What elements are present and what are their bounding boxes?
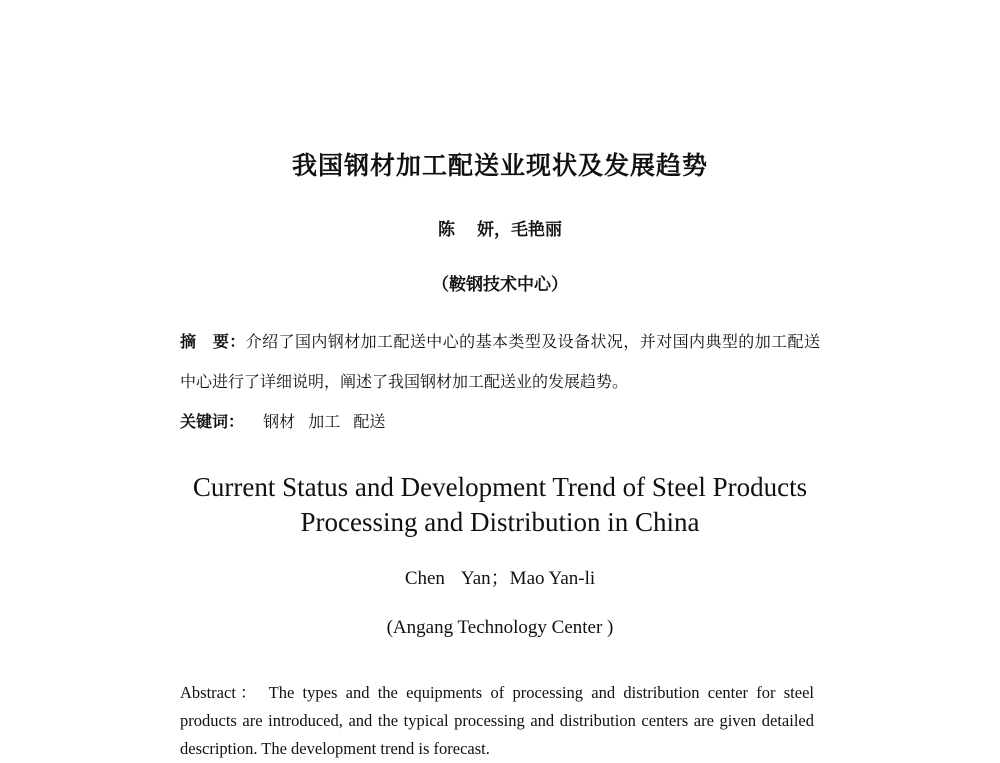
keyword-item: 加工 xyxy=(308,412,341,431)
chinese-authors xyxy=(0,215,1000,240)
english-abstract-label: Abstract： xyxy=(180,683,261,702)
english-author-surname: Chen xyxy=(404,568,445,589)
keyword-item: 配送 xyxy=(353,412,386,431)
chinese-abstract-text: 介绍了国内钢材加工配送中心的基本类型及设备状况，并对国内典型的加工配送中心进行了详细说明，阐述了我国钢材加工配送业的发展趋势。 xyxy=(180,332,820,391)
chinese-keywords-label: 关键词： xyxy=(180,412,245,431)
english-authors xyxy=(0,563,1000,590)
chinese-keywords xyxy=(180,408,820,436)
chinese-abstract xyxy=(180,322,820,402)
chinese-author-surname: 陈 xyxy=(438,220,455,240)
english-title-line-2: Processing and Distribution in China xyxy=(300,507,700,537)
chinese-author-names: 妍，毛艳丽 xyxy=(477,220,562,240)
english-abstract-text: The types and the equipments of processing and distribution center for steel products are introduced, and the typical processing and distribution centers are given detailed description. The development trend is forecast. xyxy=(180,683,814,758)
chinese-affiliation: （鞍钢技术中心） xyxy=(432,275,568,295)
english-abstract xyxy=(180,679,814,763)
english-affiliation: (Angang Technology Center ) xyxy=(386,617,614,638)
chinese-title: 我国钢材加工配送业现状及发展趋势 xyxy=(291,151,708,180)
english-author-names: Yan；Mao Yan-li xyxy=(460,568,596,589)
chinese-abstract-label: 摘 要： xyxy=(180,332,246,351)
english-title xyxy=(0,470,1000,540)
keyword-item: 钢材 xyxy=(263,412,296,431)
english-title-line-1: Current Status and Development Trend of Steel Products xyxy=(192,472,808,502)
